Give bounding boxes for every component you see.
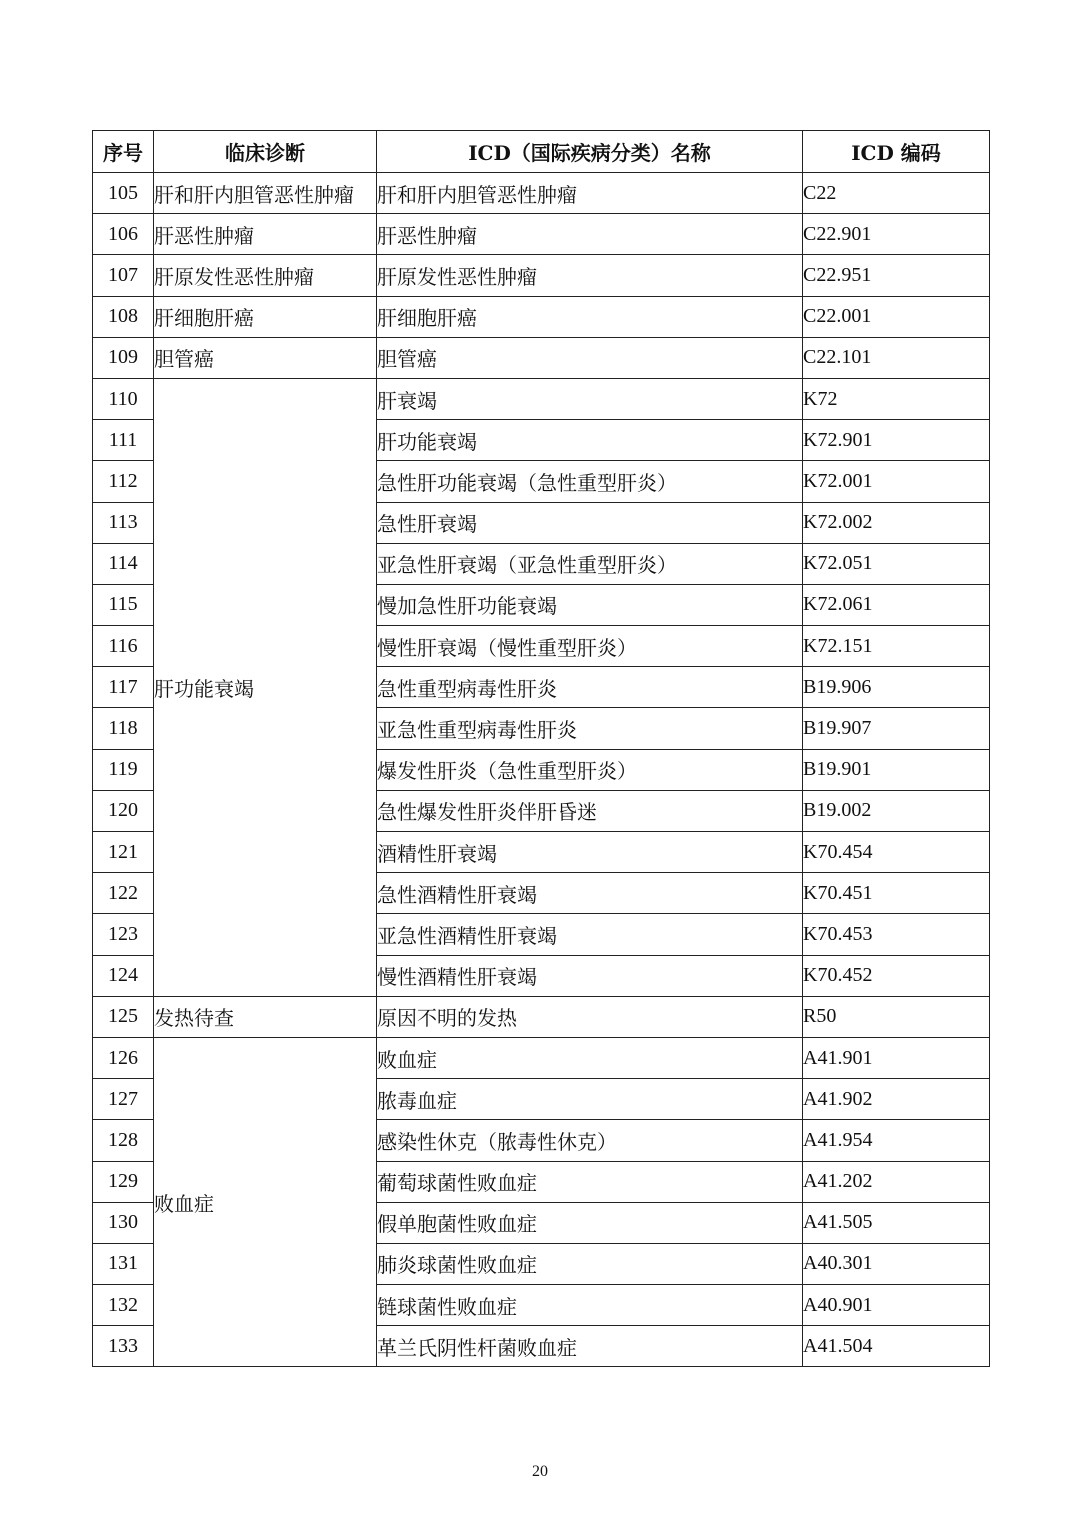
table-row [93,378,990,419]
cell-icd-name: 慢性酒精性肝衰竭 [377,955,803,996]
cell-diagnosis: 肝细胞肝癌 [154,296,377,337]
cell-icd-name: 胆管癌 [377,337,803,378]
cell-seq: 111 [93,420,154,461]
cell-icd-code: K72.901 [803,420,990,461]
cell-icd-code: C22.001 [803,296,990,337]
cell-icd-code: K72.061 [803,584,990,625]
cell-seq: 112 [93,461,154,502]
header-seq: 序号 [93,131,154,173]
cell-icd-code: K72.002 [803,502,990,543]
cell-diagnosis: 肝原发性恶性肿瘤 [154,255,377,296]
cell-icd-code: B19.901 [803,749,990,790]
cell-icd-name: 亚急性重型病毒性肝炎 [377,708,803,749]
cell-seq: 130 [93,1202,154,1243]
cell-diagnosis: 发热待查 [154,996,377,1037]
cell-icd-name: 葡萄球菌性败血症 [377,1161,803,1202]
cell-icd-name: 败血症 [377,1037,803,1078]
cell-seq: 120 [93,790,154,831]
header-diagnosis: 临床诊断 [154,131,377,173]
cell-icd-name: 慢性肝衰竭（慢性重型肝炎） [377,626,803,667]
cell-icd-code: A41.202 [803,1161,990,1202]
cell-icd-name: 革兰氏阴性杆菌败血症 [377,1326,803,1367]
table-row [93,214,990,255]
cell-seq: 129 [93,1161,154,1202]
cell-icd-code: A41.901 [803,1037,990,1078]
header-icd-code: ICD 编码 [803,131,990,173]
cell-icd-name: 链球菌性败血症 [377,1285,803,1326]
cell-icd-name: 急性肝功能衰竭（急性重型肝炎） [377,461,803,502]
cell-icd-code: B19.906 [803,667,990,708]
table-row [93,296,990,337]
cell-seq: 107 [93,255,154,296]
cell-seq: 133 [93,1326,154,1367]
cell-icd-code: K70.452 [803,955,990,996]
cell-seq: 105 [93,173,154,214]
cell-seq: 115 [93,584,154,625]
cell-icd-name: 脓毒血症 [377,1079,803,1120]
cell-icd-code: K72.151 [803,626,990,667]
cell-icd-code: A41.505 [803,1202,990,1243]
table-row [93,1037,990,1078]
table-row [93,996,990,1037]
cell-seq: 123 [93,914,154,955]
cell-icd-name: 感染性休克（脓毒性休克） [377,1120,803,1161]
cell-icd-name: 假单胞菌性败血症 [377,1202,803,1243]
cell-diagnosis: 肝功能衰竭 [154,378,377,996]
cell-seq: 113 [93,502,154,543]
cell-icd-name: 肝衰竭 [377,378,803,419]
cell-icd-code: A40.901 [803,1285,990,1326]
cell-seq: 110 [93,378,154,419]
cell-icd-name: 急性肝衰竭 [377,502,803,543]
cell-icd-code: C22.101 [803,337,990,378]
icd-table [92,130,990,1367]
cell-icd-name: 亚急性肝衰竭（亚急性重型肝炎） [377,543,803,584]
cell-seq: 117 [93,667,154,708]
cell-seq: 106 [93,214,154,255]
cell-seq: 121 [93,832,154,873]
cell-icd-code: K72 [803,378,990,419]
cell-icd-name: 急性爆发性肝炎伴肝昏迷 [377,790,803,831]
cell-icd-name: 肝功能衰竭 [377,420,803,461]
cell-icd-name: 原因不明的发热 [377,996,803,1037]
cell-seq: 108 [93,296,154,337]
cell-icd-name: 肝细胞肝癌 [377,296,803,337]
cell-seq: 109 [93,337,154,378]
cell-seq: 128 [93,1120,154,1161]
cell-icd-name: 肝恶性肿瘤 [377,214,803,255]
cell-icd-code: K70.454 [803,832,990,873]
cell-seq: 125 [93,996,154,1037]
cell-icd-code: A41.954 [803,1120,990,1161]
cell-icd-code: B19.907 [803,708,990,749]
table-row [93,337,990,378]
cell-icd-code: A41.902 [803,1079,990,1120]
cell-icd-name: 急性重型病毒性肝炎 [377,667,803,708]
cell-icd-code: A40.301 [803,1243,990,1284]
cell-diagnosis: 肝和肝内胆管恶性肿瘤 [154,173,377,214]
cell-icd-code: C22.951 [803,255,990,296]
cell-icd-code: K70.451 [803,873,990,914]
cell-icd-code: K72.001 [803,461,990,502]
header-icd-name: ICD（国际疾病分类）名称 [377,131,803,173]
cell-icd-code: C22 [803,173,990,214]
cell-icd-name: 肝原发性恶性肿瘤 [377,255,803,296]
cell-icd-name: 肺炎球菌性败血症 [377,1243,803,1284]
cell-seq: 119 [93,749,154,790]
cell-seq: 131 [93,1243,154,1284]
cell-icd-name: 慢加急性肝功能衰竭 [377,584,803,625]
cell-seq: 127 [93,1079,154,1120]
cell-diagnosis: 败血症 [154,1037,377,1367]
cell-diagnosis: 胆管癌 [154,337,377,378]
cell-icd-name: 急性酒精性肝衰竭 [377,873,803,914]
cell-seq: 126 [93,1037,154,1078]
cell-seq: 118 [93,708,154,749]
cell-icd-name: 亚急性酒精性肝衰竭 [377,914,803,955]
cell-seq: 122 [93,873,154,914]
cell-seq: 132 [93,1285,154,1326]
cell-icd-code: C22.901 [803,214,990,255]
cell-icd-name: 肝和肝内胆管恶性肿瘤 [377,173,803,214]
cell-icd-code: K72.051 [803,543,990,584]
cell-icd-code: B19.002 [803,790,990,831]
cell-icd-code: R50 [803,996,990,1037]
table-body [93,173,990,1367]
page-number: 20 [532,1463,548,1480]
table-row [93,173,990,214]
cell-diagnosis: 肝恶性肿瘤 [154,214,377,255]
cell-icd-code: K70.453 [803,914,990,955]
cell-icd-name: 酒精性肝衰竭 [377,832,803,873]
cell-seq: 114 [93,543,154,584]
cell-icd-name: 爆发性肝炎（急性重型肝炎） [377,749,803,790]
table-row [93,255,990,296]
table-header-row [93,131,990,173]
cell-seq: 124 [93,955,154,996]
cell-icd-code: A41.504 [803,1326,990,1367]
cell-seq: 116 [93,626,154,667]
